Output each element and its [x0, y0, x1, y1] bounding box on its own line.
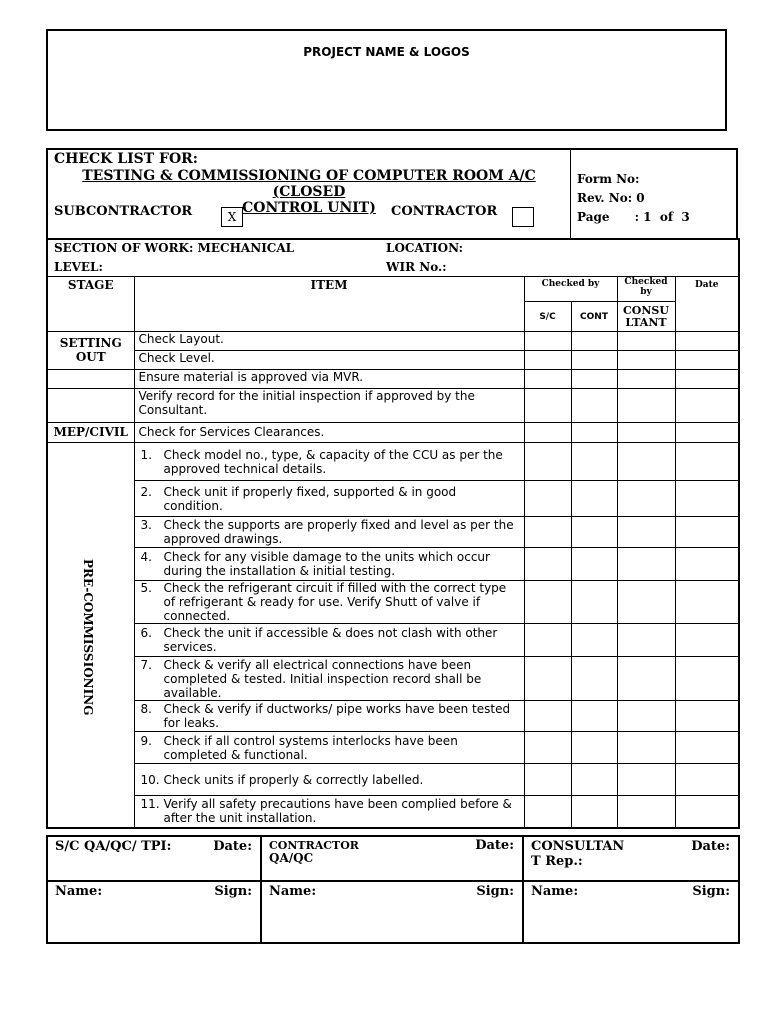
sc-cell[interactable]: [524, 732, 571, 764]
date-cell[interactable]: [675, 370, 739, 389]
item-number: 6.: [140, 626, 152, 640]
item-row: [134, 764, 524, 796]
date-cell[interactable]: [675, 351, 739, 370]
cont-cell[interactable]: [571, 423, 617, 443]
sign-label: Sign:: [214, 884, 252, 899]
checklist-title-line1: TESTING & COMMISSIONING OF COMPUTER ROOM A/C (CLOSED: [82, 168, 536, 200]
stage-empty: [47, 370, 134, 389]
item-row: [134, 701, 524, 732]
stage-pre-commissioning-cell: [47, 443, 134, 828]
header-divider: [570, 150, 571, 240]
sc-cell[interactable]: [524, 764, 571, 796]
consultant-cell[interactable]: [617, 370, 675, 389]
row-material-mvr: Ensure material is approved via MVR.: [134, 370, 524, 389]
sc-cell[interactable]: [524, 389, 571, 423]
consultant-cell[interactable]: [617, 796, 675, 828]
sc-cell[interactable]: [524, 370, 571, 389]
cont-cell[interactable]: [571, 701, 617, 732]
checklist-title-line2: CONTROL UNIT): [242, 200, 376, 216]
item-row: [134, 443, 524, 481]
date-cell[interactable]: [675, 481, 739, 517]
project-header-box: [46, 29, 727, 131]
item-number: 1.: [140, 447, 152, 462]
item-number: 2.: [140, 484, 152, 499]
rev-no: Rev. No: 0: [577, 191, 645, 205]
sc-cell[interactable]: [524, 423, 571, 443]
consultant-cell[interactable]: [617, 481, 675, 517]
consultant-cell[interactable]: [617, 701, 675, 732]
item-text: Verify all safety precautions have been complied before & after the unit installation.: [163, 797, 512, 826]
cont-cell[interactable]: [571, 370, 617, 389]
consultant-date: Date:: [691, 839, 730, 854]
consultant-name-sign-cell[interactable]: [523, 881, 739, 943]
consultant-cell[interactable]: [617, 423, 675, 443]
checklist-for-label: CHECK LIST FOR:: [54, 151, 198, 167]
item-number: 8.: [140, 702, 152, 716]
date-cell[interactable]: [675, 624, 739, 657]
date-cell[interactable]: [675, 423, 739, 443]
item-text: Check units if properly & correctly labelled.: [163, 772, 424, 787]
item-row: [134, 624, 524, 657]
date-cell[interactable]: [675, 389, 739, 423]
cont-cell[interactable]: [571, 517, 617, 548]
sc-cell[interactable]: [524, 657, 571, 701]
item-number: 9.: [140, 733, 152, 748]
form-no: Form No:: [577, 172, 640, 186]
item-number: 11.: [140, 797, 160, 812]
sc-cell[interactable]: [524, 351, 571, 370]
sc-qa-date: Date:: [213, 839, 252, 854]
stage-mep-civil: MEP/CIVIL: [47, 423, 134, 443]
sc-qa-label: S/C QA/QC/ TPI:: [55, 839, 172, 854]
consultant-cell[interactable]: [617, 332, 675, 351]
consultant-cell[interactable]: [617, 624, 675, 657]
name-label: Name:: [55, 884, 103, 899]
consultant-cell[interactable]: [617, 443, 675, 481]
cont-cell[interactable]: [571, 732, 617, 764]
item-text: Check & verify if ductworks/ pipe works have been tested for leaks.: [163, 702, 511, 730]
page-number: Page : 1 of 3: [577, 210, 690, 224]
item-text: Check if all control systems interlocks have been completed & functional.: [163, 733, 458, 762]
cont-cell[interactable]: [571, 389, 617, 423]
consultant-cell[interactable]: [617, 581, 675, 624]
sc-cell[interactable]: [524, 332, 571, 351]
section-row: [47, 239, 739, 277]
sc-cell[interactable]: [524, 701, 571, 732]
stage-setting-out: SETTING OUT: [47, 332, 134, 370]
stage-pre-commissioning: PRE-COMMISSIONING: [81, 559, 95, 716]
contractor-name-sign-cell[interactable]: [261, 881, 523, 943]
consultant-label-2: T Rep.:: [531, 854, 583, 869]
project-title: PROJECT NAME & LOGOS: [303, 45, 470, 59]
name-label: Name:: [531, 884, 579, 899]
item-text: Check the refrigerant circuit if filled with the correct type of refrigerant & ready for use. Verify Shutt of valve if connected.: [163, 581, 507, 623]
name-label: Name:: [269, 884, 317, 899]
cont-cell[interactable]: [571, 624, 617, 657]
consultant-cell[interactable]: [617, 548, 675, 581]
sign-label: Sign:: [476, 884, 514, 899]
subcontractor-checkbox[interactable]: X: [221, 207, 243, 227]
item-row: [134, 581, 524, 624]
consultant-rep-cell[interactable]: [523, 836, 739, 881]
contractor-checkbox[interactable]: [512, 207, 534, 227]
contractor-qa-label-2: QA/QC: [269, 851, 314, 865]
consultant-cell[interactable]: [617, 732, 675, 764]
cont-cell[interactable]: [571, 351, 617, 370]
checklist-header: [46, 148, 738, 240]
date-cell[interactable]: [675, 657, 739, 701]
date-cell[interactable]: [675, 548, 739, 581]
col-consultant: CONSU LTANT: [617, 302, 675, 332]
sc-cell[interactable]: [524, 581, 571, 624]
item-row: [134, 732, 524, 764]
date-cell[interactable]: [675, 517, 739, 548]
cont-cell[interactable]: [571, 481, 617, 517]
item-number: 7.: [140, 657, 152, 672]
item-text: Check model no., type, & capacity of the CCU as per the approved technical details.: [163, 447, 503, 476]
cont-cell[interactable]: [571, 657, 617, 701]
sc-name-sign-cell[interactable]: [47, 881, 261, 943]
col-date: Date: [675, 277, 739, 332]
date-cell[interactable]: [675, 732, 739, 764]
item-number: 4.: [140, 550, 152, 564]
sc-cell[interactable]: [524, 796, 571, 828]
sc-qa-cell[interactable]: [47, 836, 261, 881]
cont-cell[interactable]: [571, 548, 617, 581]
item-number: 3.: [140, 518, 152, 532]
cont-cell[interactable]: [571, 764, 617, 796]
sc-cell[interactable]: [524, 624, 571, 657]
date-cell[interactable]: [675, 701, 739, 732]
cont-cell[interactable]: [571, 443, 617, 481]
row-check-level: Check Level.: [134, 351, 524, 370]
consultant-label-1: CONSULTAN: [531, 839, 625, 854]
wir-no-label: WIR No.:: [386, 260, 447, 274]
item-number: 10.: [140, 772, 160, 787]
sc-cell[interactable]: [524, 548, 571, 581]
signoff-table: [46, 835, 740, 944]
cont-cell[interactable]: [571, 796, 617, 828]
sc-cell[interactable]: [524, 443, 571, 481]
contractor-qa-cell[interactable]: [261, 836, 523, 881]
location-label: LOCATION:: [386, 241, 464, 255]
date-cell[interactable]: [675, 443, 739, 481]
consultant-cell[interactable]: [617, 389, 675, 423]
sign-label: Sign:: [692, 884, 730, 899]
subcontractor-label: SUBCONTRACTOR: [54, 204, 193, 219]
col-checked-by: Checked by: [524, 277, 617, 302]
cont-cell[interactable]: [571, 332, 617, 351]
contractor-qa-date: Date:: [475, 838, 514, 853]
row-services-clearances: Check for Services Clearances.: [134, 423, 524, 443]
date-cell[interactable]: [675, 332, 739, 351]
level-label: LEVEL:: [54, 260, 103, 274]
item-text: Check for any visible damage to the units which occur during the installation & initial testing.: [163, 550, 490, 578]
date-cell[interactable]: [675, 796, 739, 828]
stage-empty: [47, 389, 134, 423]
checklist-table: [46, 238, 740, 829]
item-text: Check unit if properly fixed, supported & in good condition.: [163, 484, 457, 513]
contractor-qa-label-1: CONTRACTOR: [269, 839, 359, 852]
consultant-cell[interactable]: [617, 517, 675, 548]
item-row: [134, 548, 524, 581]
item-text: Check & verify all electrical connections have been completed & tested. Initial inspection record shall be available.: [163, 657, 482, 700]
contractor-label: CONTRACTOR: [391, 204, 498, 219]
col-checked-by-2: Checked by: [617, 277, 675, 302]
section-of-work: SECTION OF WORK: MECHANICAL: [54, 241, 295, 255]
col-item: ITEM: [134, 277, 524, 332]
consultant-cell[interactable]: [617, 764, 675, 796]
item-text: Check the supports are properly fixed and level as per the approved drawings.: [163, 518, 514, 546]
sc-cell[interactable]: [524, 517, 571, 548]
date-cell[interactable]: [675, 581, 739, 624]
item-text: Check the unit if accessible & does not clash with other services.: [163, 626, 498, 654]
item-row: [134, 657, 524, 701]
item-row: [134, 481, 524, 517]
item-row: [134, 517, 524, 548]
item-row: [134, 796, 524, 828]
row-check-layout: Check Layout.: [134, 332, 524, 351]
item-number: 5.: [140, 581, 152, 595]
cont-cell[interactable]: [571, 581, 617, 624]
col-sc: S/C: [524, 302, 571, 332]
consultant-cell[interactable]: [617, 351, 675, 370]
col-stage: STAGE: [47, 277, 134, 332]
consultant-cell[interactable]: [617, 657, 675, 701]
col-cont: CONT: [571, 302, 617, 332]
date-cell[interactable]: [675, 764, 739, 796]
row-verify-record: Verify record for the initial inspection if approved by the Consultant.: [134, 389, 524, 423]
sc-cell[interactable]: [524, 481, 571, 517]
